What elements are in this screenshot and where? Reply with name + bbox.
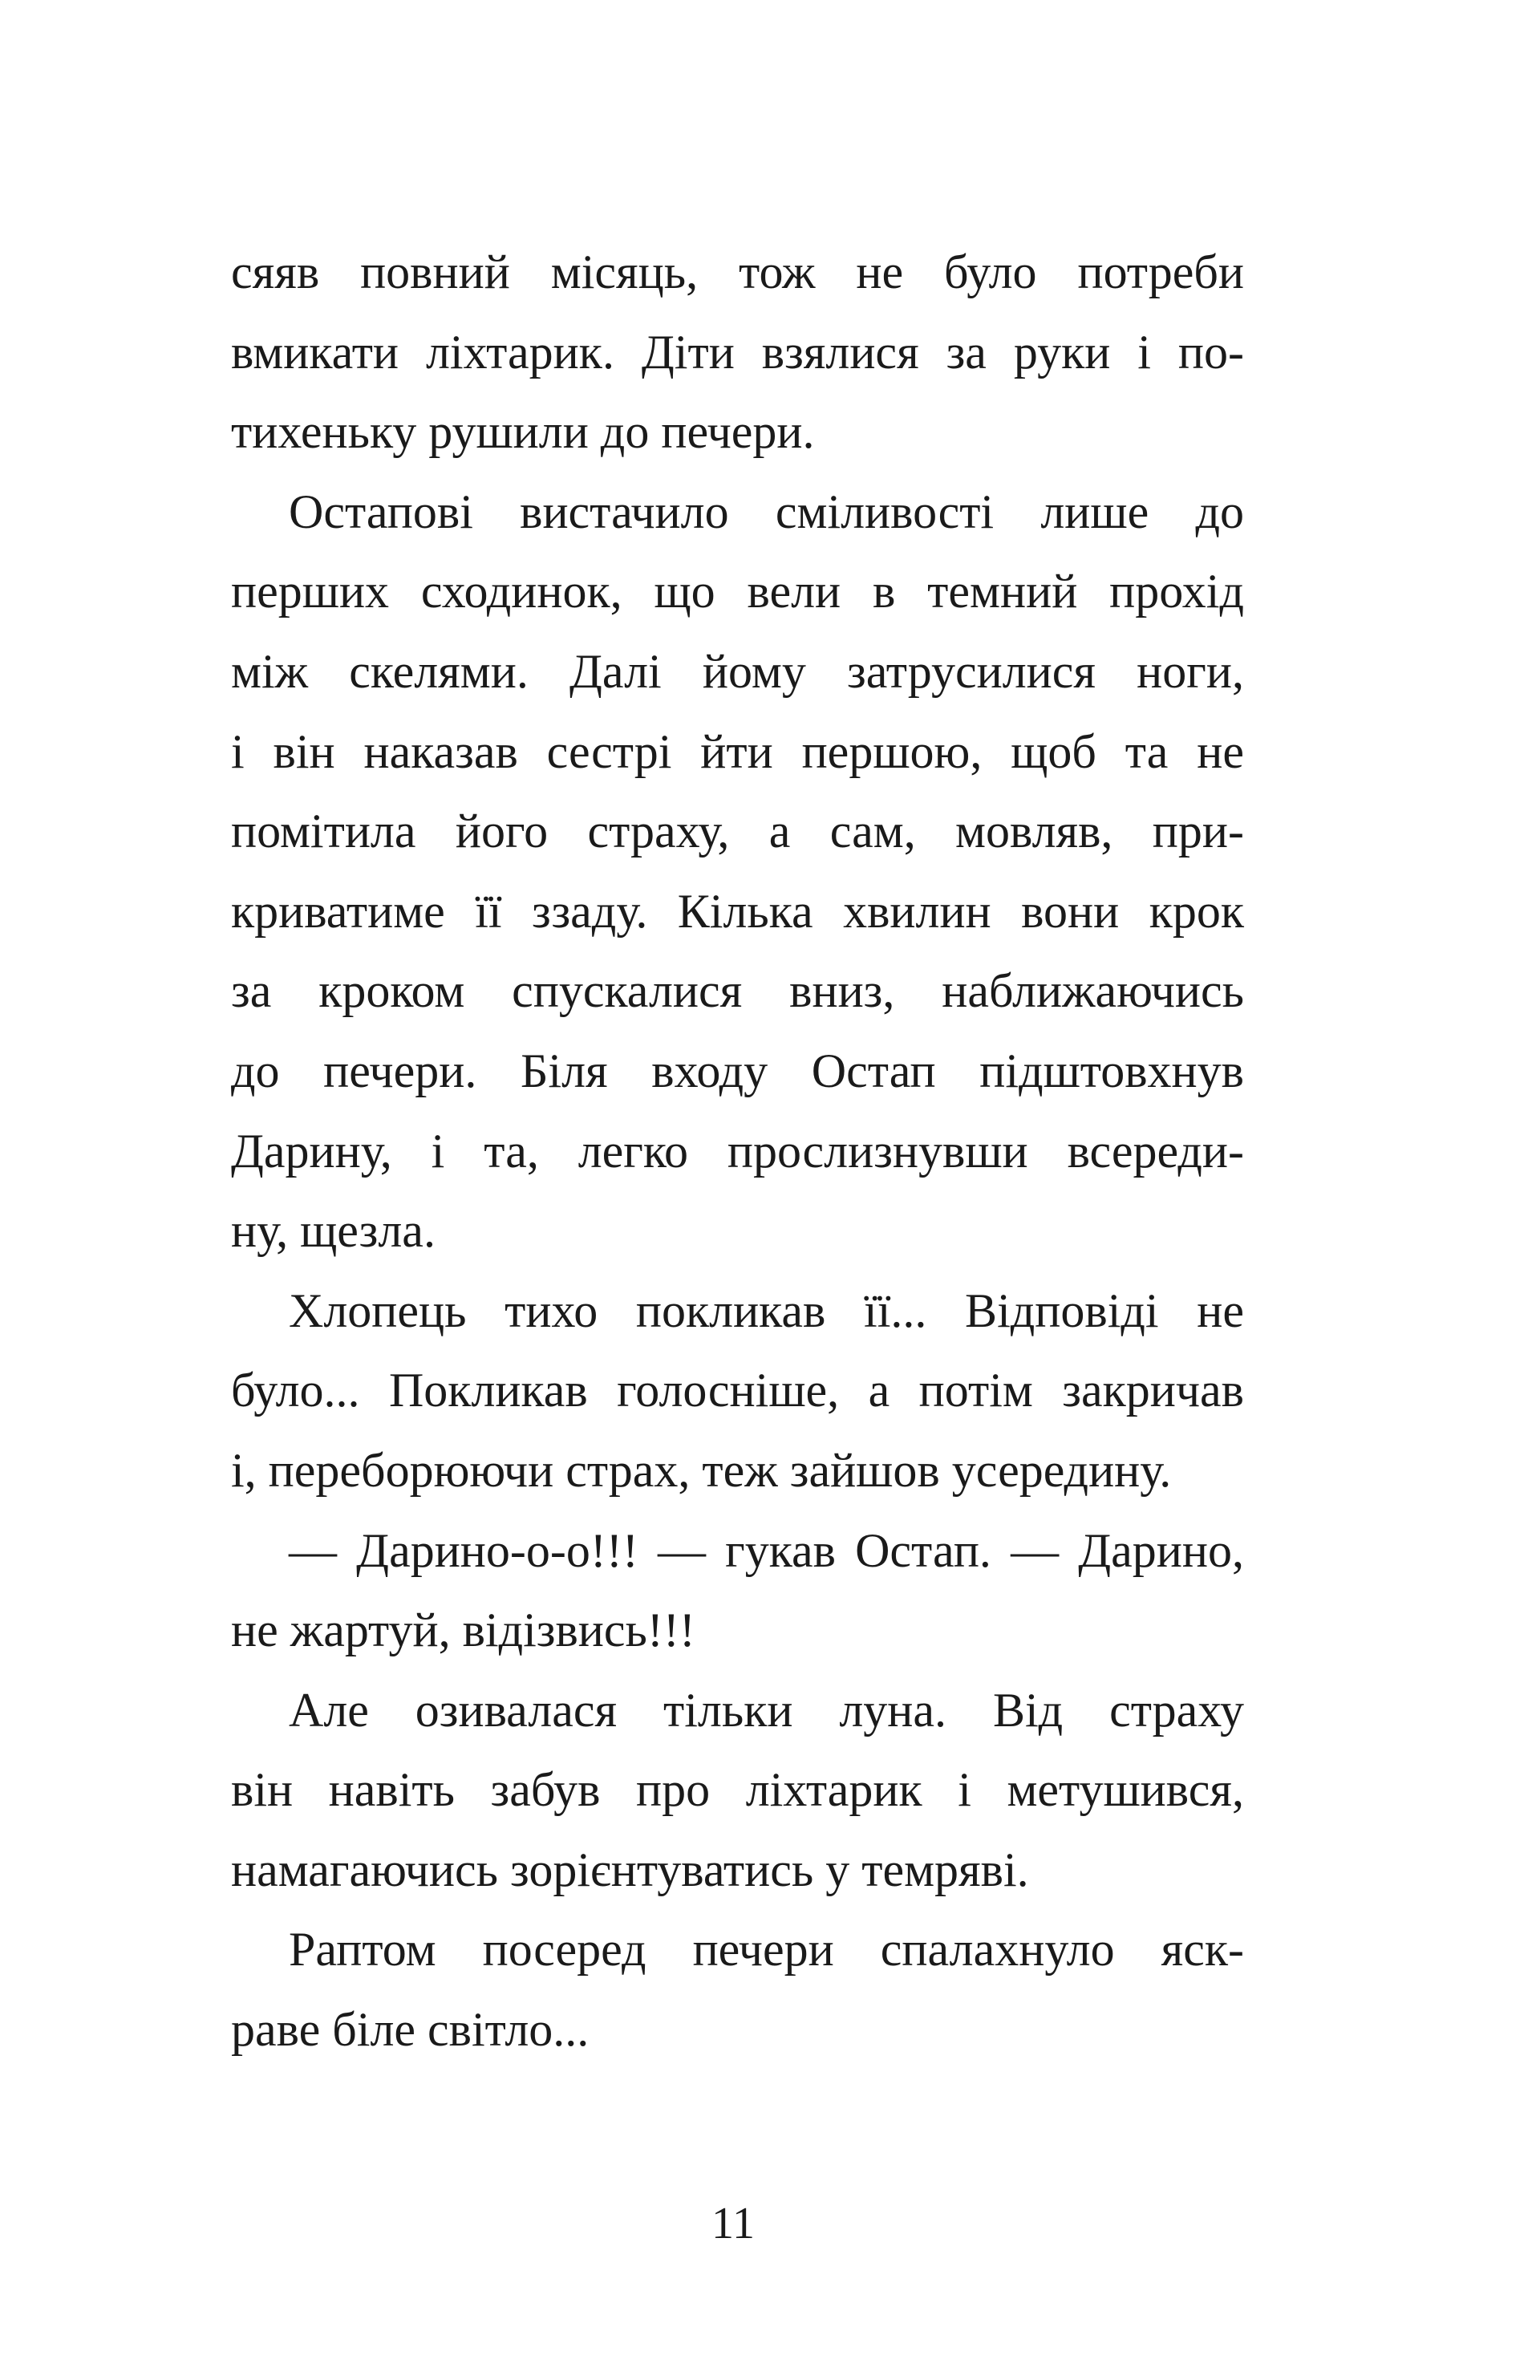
text-line: тихеньку рушили до печери. xyxy=(231,405,815,459)
text-line: перших сходинок, що вели в темний прохід xyxy=(231,565,1244,618)
text-line: сяяв повний місяць, тож не було потреби xyxy=(231,245,1244,298)
paragraph xyxy=(231,1511,1244,1671)
text-line: криватиме її ззаду. Кілька хвилин вони крок xyxy=(231,884,1244,938)
text-line: помітила його страху, а сам, мовляв, при- xyxy=(231,805,1244,858)
body-text xyxy=(231,233,1244,2070)
paragraph xyxy=(231,233,1244,472)
text-line: намагаючись зорієнтуватись у темряві. xyxy=(231,1843,1029,1896)
text-line: за кроком спускалися вниз, наближаючись xyxy=(231,964,1244,1018)
paragraph xyxy=(231,1271,1244,1511)
text-line: Остапові вистачило сміливості лише до xyxy=(289,485,1244,538)
text-line: між скелями. Далі йому затрусилися ноги, xyxy=(231,644,1244,698)
text-line: Раптом посеред печери спалахнуло яск- xyxy=(289,1923,1244,1977)
text-line: — Дарино-о-о!!! — гукав Остап. — Дарино, xyxy=(289,1523,1244,1577)
text-line: він навіть забув про ліхтарик і метушився, xyxy=(231,1763,1244,1817)
text-line: Хлопець тихо покликав її... Відповіді не xyxy=(289,1283,1244,1337)
text-line: Але озивалася тільки луна. Від страху xyxy=(289,1683,1244,1737)
text-line: і він наказав сестрі йти першою, щоб та не xyxy=(231,724,1244,778)
page-number: 11 xyxy=(711,2199,755,2248)
text-line: не жартуй, відізвись!!! xyxy=(231,1604,695,1657)
paragraph xyxy=(231,1671,1244,1911)
paragraph xyxy=(231,472,1244,1271)
text-line: раве біле світло... xyxy=(231,2003,590,2057)
text-line: і, переборюючи страх, теж зайшов усередину. xyxy=(231,1443,1172,1497)
text-line: до печери. Біля входу Остап підштовхнув xyxy=(231,1044,1244,1097)
paragraph xyxy=(231,1910,1244,2070)
text-line: ну, щезла. xyxy=(231,1204,436,1258)
text-line: Дарину, і та, легко прослизнувши всереди- xyxy=(231,1124,1244,1178)
text-line: вмикати ліхтарик. Діти взялися за руки і по- xyxy=(231,325,1244,379)
text-line: було... Покликав голосніше, а потім закричав xyxy=(231,1364,1244,1417)
